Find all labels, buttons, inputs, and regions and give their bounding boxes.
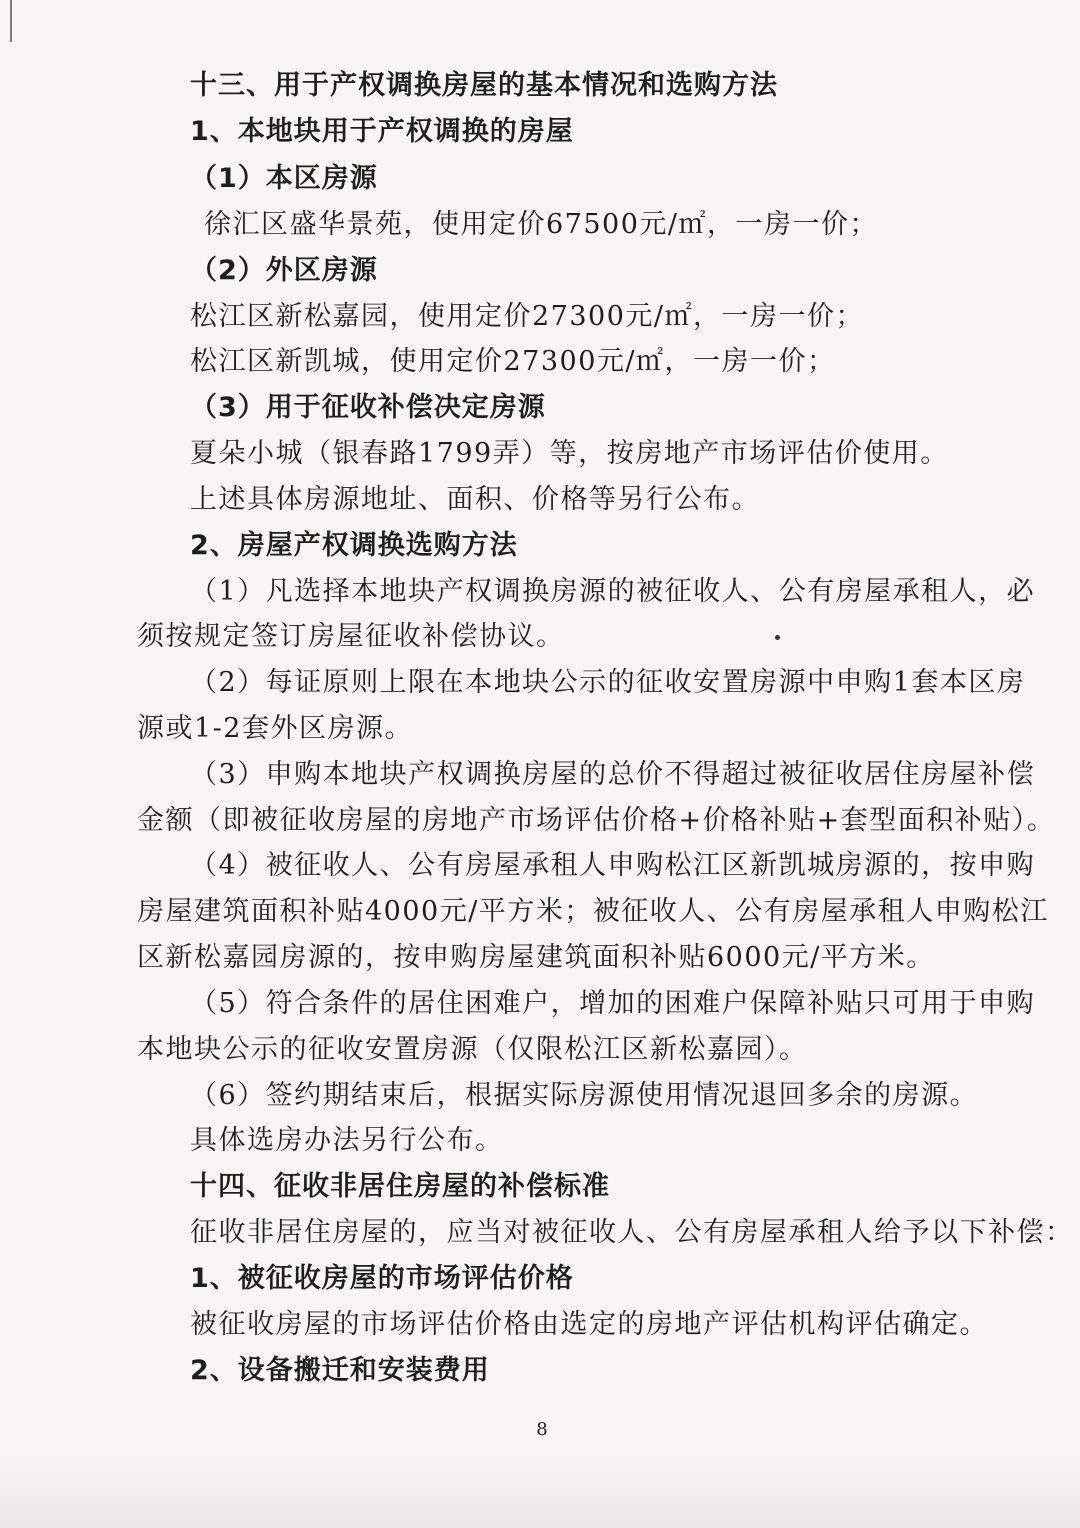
xuhui-housing-line: 徐汇区盛华景苑，使用定价67500元/㎡，一房一价； [204, 209, 878, 240]
selection-method-announcement: 具体选房办法另行公布。 [190, 1125, 504, 1156]
xiaduo-town-line: 夏朵小城（银春路1799弄）等，按房地产市场评估价使用。 [190, 438, 949, 469]
scan-speck [775, 635, 780, 640]
method-4-line-1: （4）被征收人、公有房屋承租人申购松江区新凯城房源的，按申购 [190, 850, 1036, 881]
market-value-heading: 1、被征收房屋的市场评估价格 [190, 1263, 574, 1294]
method-4-line-3: 区新松嘉园房源的，按申购房屋建筑面积补贴6000元/平方米。 [137, 942, 935, 973]
announcement-line: 上述具体房源地址、面积、价格等另行公布。 [190, 484, 760, 515]
method-5-line-1: （5）符合条件的居住困难户，增加的困难户保障补贴只可用于申购 [190, 988, 1036, 1019]
method-2-line-1: （2）每证原则上限在本地块公示的征收安置房源中申购1套本区房 [190, 667, 1026, 698]
page-number: 8 [536, 1419, 548, 1440]
market-value-description: 被征收房屋的市场评估价格由选定的房地产评估机构评估确定。 [190, 1309, 988, 1340]
method-1-line-2: 须按规定签订房屋征收补偿协议。 [137, 621, 565, 652]
section-14-heading: 十四、征收非居住房屋的补偿标准 [190, 1171, 610, 1202]
songjiang-xinsongjiayuan-line: 松江区新松嘉园，使用定价27300元/㎡，一房一价； [190, 301, 864, 332]
scan-edge-mark [10, 0, 12, 42]
local-housing-heading: （1）本区房源 [190, 163, 378, 194]
subsection-1-heading: 1、本地块用于产权调换的房屋 [190, 116, 574, 147]
method-1-line-1: （1）凡选择本地块产权调换房源的被征收人、公有房屋承租人，必 [190, 576, 1036, 607]
method-3-line-2: 金额（即被征收房屋的房地产市场评估价格+价格补贴+套型面积补贴）。 [137, 805, 1056, 836]
songjiang-xinkaicheng-line: 松江区新凯城，使用定价27300元/㎡，一房一价； [190, 346, 836, 377]
method-3-line-1: （3）申购本地块产权调换房屋的总价不得超过被征收居住房屋补偿 [190, 759, 1036, 790]
section-13-heading: 十三、用于产权调换房屋的基本情况和选购方法 [190, 70, 778, 101]
compensation-decision-housing-heading: （3）用于征收补偿决定房源 [190, 392, 546, 423]
subsection-2-heading: 2、房屋产权调换选购方法 [190, 530, 518, 561]
scan-bottom-shadow [0, 1458, 1080, 1528]
equipment-relocation-heading: 2、设备搬迁和安装费用 [190, 1355, 490, 1386]
method-4-line-2: 房屋建筑面积补贴4000元/平方米；被征收人、公有房屋承租人申购松江 [137, 896, 1049, 927]
non-residential-compensation-intro: 征收非居住房屋的，应当对被征收人、公有房屋承租人给予以下补偿： [190, 1217, 1074, 1248]
outer-district-housing-heading: （2）外区房源 [190, 255, 378, 286]
method-5-line-2: 本地块公示的征收安置房源（仅限松江区新松嘉园）。 [137, 1034, 808, 1065]
method-2-line-2: 源或1-2套外区房源。 [137, 713, 413, 744]
method-6-line: （6）签约期结束后，根据实际房源使用情况退回多余的房源。 [190, 1080, 979, 1111]
